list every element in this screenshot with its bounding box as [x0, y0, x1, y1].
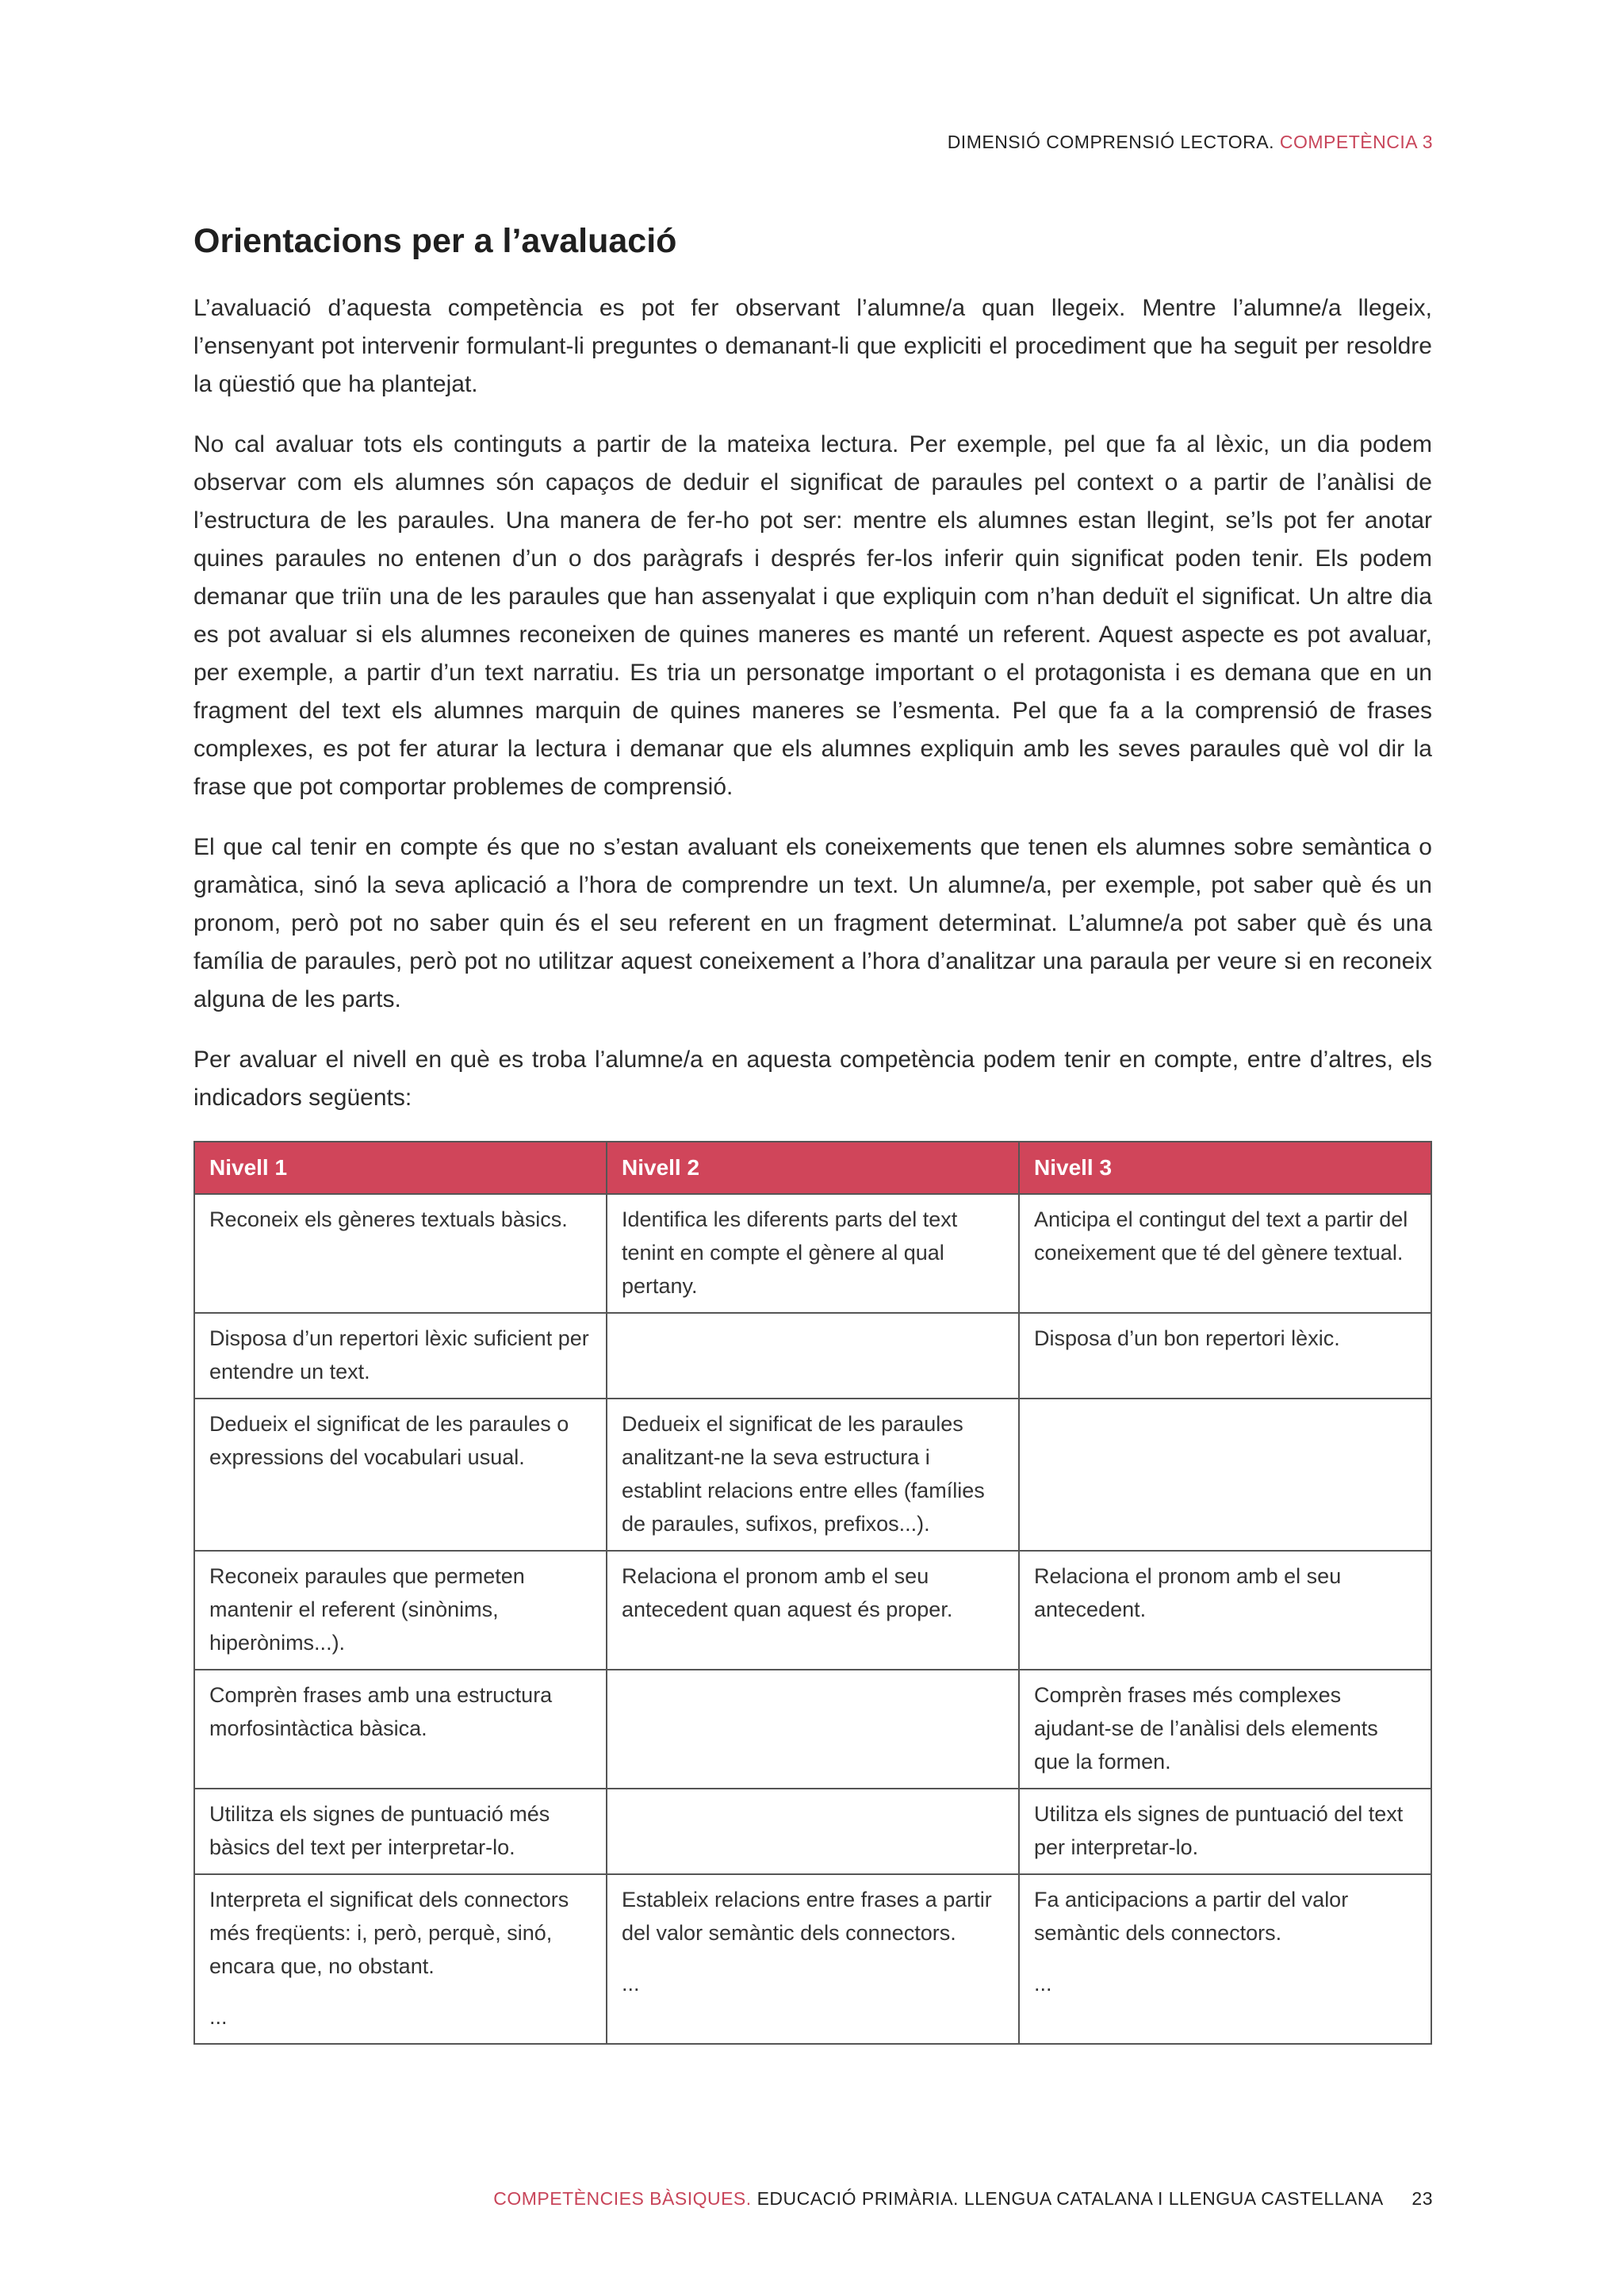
header-nivell-2: Nivell 2	[607, 1142, 1019, 1194]
table-cell: Dedueix el significat de les paraules o expressions del vocabulari usual.	[194, 1399, 607, 1551]
header-nivell-3: Nivell 3	[1019, 1142, 1431, 1194]
table-cell: Utilitza els signes de puntuació del text per interpretar-lo.	[1019, 1789, 1431, 1874]
table-cell: Utilitza els signes de puntuació més bàsics del text per interpretar-lo.	[194, 1789, 607, 1874]
table-cell: Disposa d’un repertori lèxic suficient per entendre un text.	[194, 1313, 607, 1399]
table-header-row	[194, 1142, 1431, 1194]
table-cell: Anticipa el contingut del text a partir del coneixement que té del gènere textual.	[1019, 1194, 1431, 1313]
table-row	[194, 1670, 1431, 1789]
table-cell	[607, 1313, 1019, 1399]
main-content	[193, 222, 1432, 2045]
table-row	[194, 1874, 1431, 2044]
paragraph-4: Per avaluar el nivell en què es troba l’alumne/a en aquesta competència podem tenir en compte, entre d’altres, els indicadors següents:	[193, 1047, 1432, 1111]
table-row	[194, 1789, 1431, 1874]
running-footer	[493, 2188, 1433, 2210]
footer-accent: COMPETÈNCIES BÀSIQUES.	[493, 2188, 752, 2209]
table-row	[194, 1399, 1431, 1551]
page-number: 23	[1411, 2188, 1433, 2209]
table-cell	[1019, 1874, 1431, 2044]
table-cell	[607, 1789, 1019, 1874]
table-row	[194, 1551, 1431, 1670]
table-cell: Identifica les diferents parts del text tenint en compte el gènere al qual pertany.	[607, 1194, 1019, 1313]
footer-text: EDUCACIÓ PRIMÀRIA. LLENGUA CATALANA I LLENGUA CASTELLANA	[756, 2188, 1383, 2209]
table-row	[194, 1194, 1431, 1313]
cell-text: Interpreta el significat dels connectors més freqüents: i, però, perquè, sinó, encara que, no obstant.	[209, 1888, 569, 1978]
ellipsis: ...	[1034, 1972, 1052, 1996]
header-competence: COMPETÈNCIA 3	[1279, 132, 1433, 152]
table-cell	[1019, 1399, 1431, 1551]
ellipsis: ...	[209, 2005, 228, 2029]
paragraph-3: El que cal tenir en compte és que no s’estan avaluant els coneixements que tenen els alumnes sobre semàntica o gramàtica, sinó la seva aplicació a l’hora de comprendre un text. Un alumne/a, per exemple, pot saber què és un pronom, però pot no saber quin és el seu referent en un fragment determinat. L’alumne/a pot saber què és una família de paraules, però pot no utilitzar aquest coneixement a l’hora d’analitzar una paraula per veure si en reconeix alguna de les parts.	[193, 834, 1432, 1012]
table-cell: Dedueix el significat de les paraules analitzant-ne la seva estructura i establint relacions entre elles (famílies de paraules, sufixos, prefixos...).	[607, 1399, 1019, 1551]
paragraph-2: No cal avaluar tots els continguts a partir de la mateixa lectura. Per exemple, pel que fa al lèxic, un dia podem observar com els alumnes són capaços de deduir el significat de paraules pel context o a partir de l’anàlisi de l’estructura de les paraules. Una manera de fer-ho pot ser: mentre els alumnes estan llegint, se’ls pot fer anotar quines paraules no entenen d’un o dos paràgrafs i després fer-los inferir quin significat poden tenir. Els podem demanar que triïn una de les paraules que han assenyalat i que expliquin com n’han deduït el significat. Un altre dia es pot avaluar si els alumnes reconeixen de quines maneres es manté un referent. Aquest aspecte es pot avaluar, per exemple, a partir d’un text narratiu. Es tria un personatge important o el protagonista i es demana que en un fragment del text els alumnes marquin de quines maneres se l’esmenta. Pel que fa a la comprensió de frases complexes, es pot fer aturar la lectura i demanar que els alumnes expliquin amb les seves paraules què vol dir la frase que pot comportar problemes de comprensió.	[193, 431, 1432, 800]
table-cell: Reconeix paraules que permeten mantenir el referent (sinònims, hiperònims...).	[194, 1551, 607, 1670]
header-nivell-1: Nivell 1	[194, 1142, 607, 1194]
table-cell: Relaciona el pronom amb el seu antecedent quan aquest és proper.	[607, 1551, 1019, 1670]
cell-text: Estableix relacions entre frases a partir del valor semàntic dels connectors.	[622, 1888, 992, 1945]
table-cell: Comprèn frases més complexes ajudant-se de l’anàlisi dels elements que la formen.	[1019, 1670, 1431, 1789]
table-cell	[607, 1670, 1019, 1789]
table-row	[194, 1313, 1431, 1399]
paragraph-1: L’avaluació d’aquesta competència es pot fer observant l’alumne/a quan llegeix. Mentre l’alumne/a llegeix, l’ensenyant pot intervenir formulant-li preguntes o demanant-li que expliciti el procediment que ha seguit per resoldre la qüestió que ha plantejat.	[193, 295, 1432, 397]
table-cell	[607, 1874, 1019, 2044]
table-cell: Disposa d’un bon repertori lèxic.	[1019, 1313, 1431, 1399]
indicators-table	[193, 1141, 1432, 2045]
running-header	[948, 132, 1433, 153]
page-title: Orientacions per a l’avaluació	[193, 222, 677, 260]
cell-text: Fa anticipacions a partir del valor semàntic dels connectors.	[1034, 1888, 1349, 1945]
table-cell: Comprèn frases amb una estructura morfosintàctica bàsica.	[194, 1670, 607, 1789]
table-cell: Relaciona el pronom amb el seu antecedent.	[1019, 1551, 1431, 1670]
header-section: DIMENSIÓ COMPRENSIÓ LECTORA.	[947, 132, 1274, 152]
table-cell: Reconeix els gèneres textuals bàsics.	[194, 1194, 607, 1313]
ellipsis: ...	[622, 1972, 640, 1996]
table-cell	[194, 1874, 607, 2044]
